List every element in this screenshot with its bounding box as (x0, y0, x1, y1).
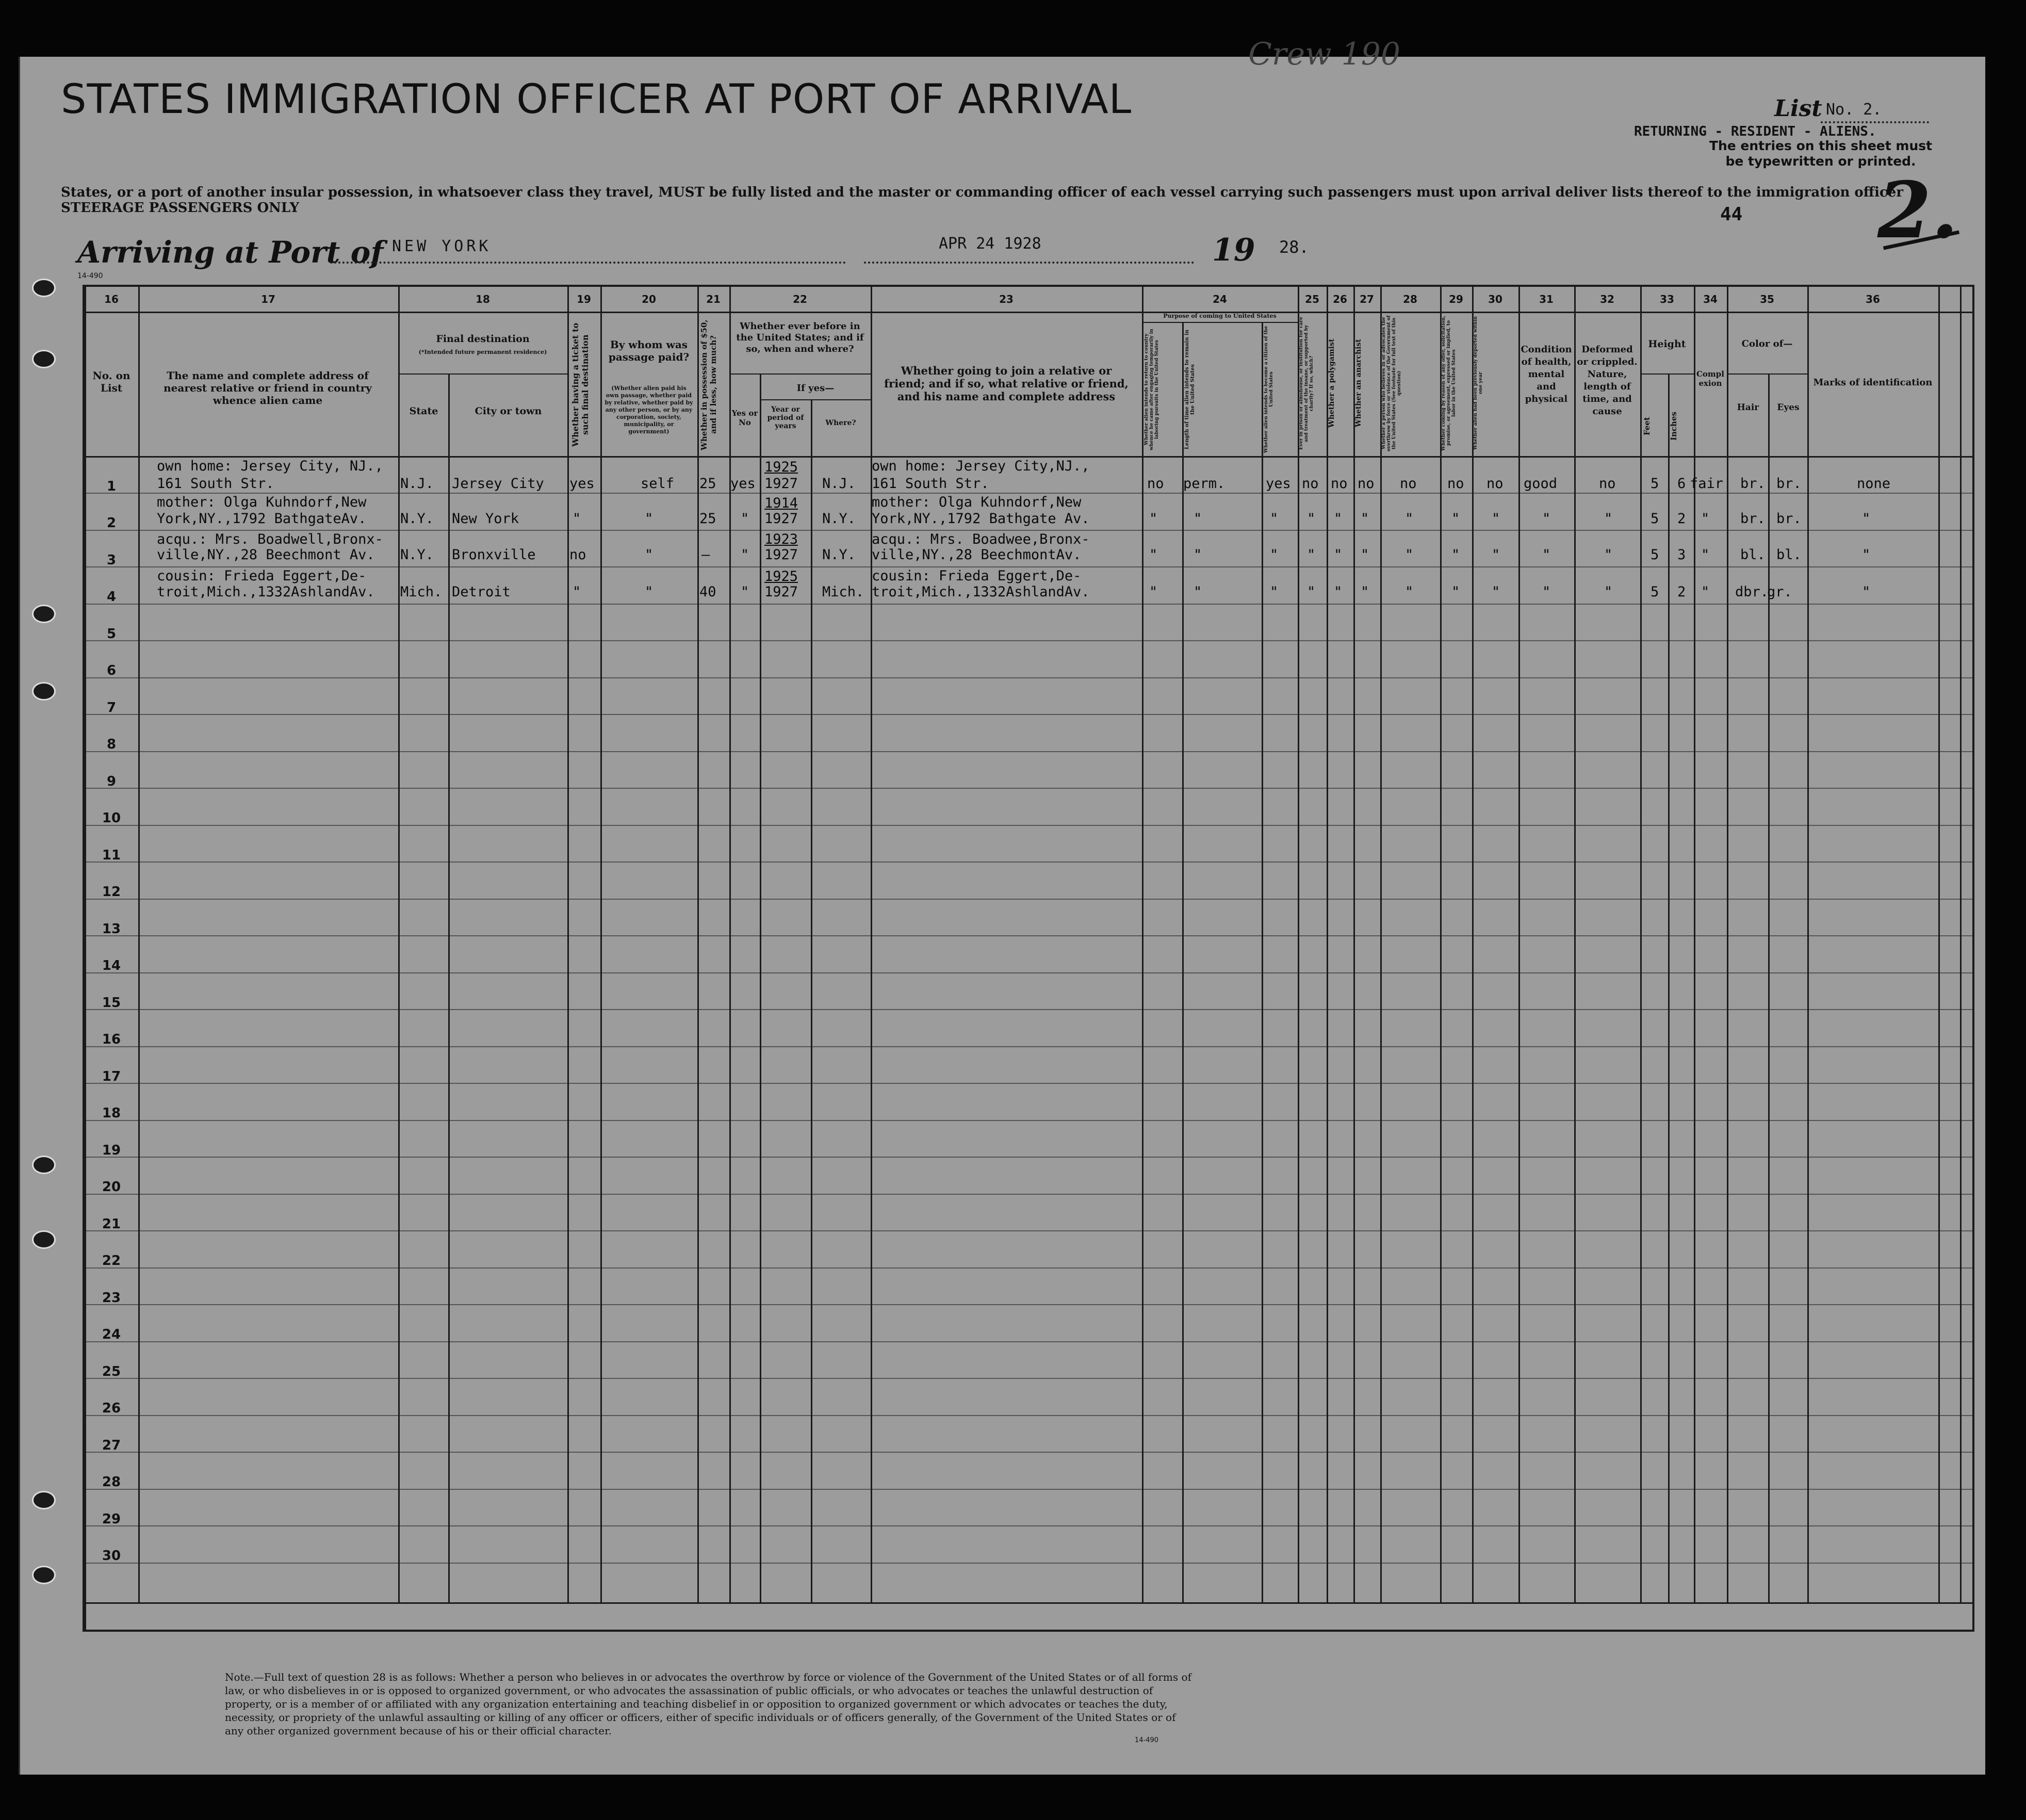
column-number: 27 (1360, 293, 1374, 305)
port-line (330, 262, 846, 264)
prison-value: no (1302, 476, 1319, 492)
deformed-value: no (1599, 476, 1616, 492)
header-passage-paid: By whom was passage paid? (608, 338, 690, 363)
passage-paid-value: " (645, 511, 653, 527)
hair-value: bl. (1740, 547, 1766, 563)
list-underline (1821, 121, 1929, 123)
row-number: 21 (102, 1216, 121, 1232)
ticket-value: yes (569, 476, 595, 492)
height-feet-value: 5 (1651, 476, 1659, 492)
money-value: — (701, 547, 710, 563)
header-length-of-stay: Length of time alien intends to remain in the United States (1184, 329, 1196, 450)
row-number: 14 (102, 958, 121, 973)
prison-value: " (1307, 511, 1316, 527)
ticket-value: " (573, 584, 581, 600)
page-title: STATES IMMIGRATION OFFICER AT PORT OF ARRIVAL (61, 76, 1132, 123)
overthrow-value: no (1400, 476, 1417, 492)
join-relative-value: cousin: Frieda Eggert,De- (872, 568, 1082, 584)
port-value: NEW YORK (392, 237, 492, 255)
header-ever-before: Whether ever before in the United States; and if so, when and where? (736, 321, 864, 354)
complexion-value: fair (1690, 476, 1724, 492)
join-relative-value: ville,NY.,28 BeechmontAv. (872, 547, 1082, 563)
header-yes-no: Yes or No (731, 409, 758, 427)
height-feet-value: 5 (1651, 547, 1659, 563)
binding-hole (32, 1491, 56, 1509)
labor-offer-value: " (1451, 584, 1460, 600)
polygamist-value: " (1334, 511, 1343, 527)
header-complexion: Complexion (1696, 369, 1724, 388)
dest-city: Bronxville (452, 547, 536, 563)
column-number: 32 (1600, 293, 1614, 305)
row-number: 26 (102, 1401, 121, 1416)
year-suffix: 28. (1279, 237, 1309, 257)
row-number: 18 (102, 1106, 121, 1121)
pencil-note: Crew 190 (1248, 36, 1401, 72)
purpose-return-value: " (1149, 584, 1158, 600)
column-number: 33 (1660, 293, 1674, 305)
join-relative-value: mother: Olga Kuhndorf,New (872, 494, 1082, 510)
overthrow-value: " (1405, 584, 1414, 600)
health-value: " (1542, 511, 1551, 527)
header-year: Year or period of years (767, 405, 804, 430)
complexion-value: " (1701, 584, 1710, 600)
row-number: 19 (102, 1143, 121, 1158)
list-class: RETURNING - RESIDENT - ALIENS. (1634, 124, 1876, 139)
ever-before-value: " (741, 584, 749, 600)
purpose-return-value: " (1149, 511, 1158, 527)
row-number: 23 (102, 1290, 121, 1306)
instructions-line: States, or a port of another insular possession, in whatsoever class they travel, MUST be fully listed and the master or commanding officer of each vessel carrying such passengers must upon arrival deliver lists thereof to the immigration officer (61, 185, 1904, 200)
header-polygamist: Whether a polygamist (1328, 338, 1336, 428)
eyes-value: br. (1776, 476, 1802, 492)
column-number: 36 (1866, 293, 1880, 305)
column-number: 21 (706, 293, 721, 305)
header-deformed: Deformed or crippled. Nature, length of time, and cause (1577, 344, 1638, 417)
hair-value: dbr. (1735, 584, 1769, 600)
health-value: " (1542, 547, 1551, 563)
anarchist-value: " (1361, 547, 1369, 563)
footer-form-number: 14-490 (1135, 1736, 1159, 1744)
column-number: 30 (1488, 293, 1502, 305)
polygamist-value: no (1331, 476, 1348, 492)
header-final-destination: Final destination (436, 333, 530, 345)
height-inches-value: 6 (1677, 476, 1686, 492)
binding-hole (32, 1230, 56, 1249)
relative-address: York,NY.,1792 BathgateAv. (157, 511, 367, 527)
row-number: 25 (102, 1364, 121, 1379)
row-number: 24 (102, 1327, 121, 1342)
polygamist-value: " (1334, 584, 1343, 600)
header-purpose: Purpose of coming to United States (1163, 313, 1277, 319)
relative-address: own home: Jersey City, NJ., (157, 458, 383, 474)
citizen-value: " (1270, 584, 1279, 600)
arriving-label: Arriving at Port of (77, 235, 384, 270)
years-value: 1923 (764, 531, 798, 547)
hair-value: br. (1740, 476, 1766, 492)
column-number: 25 (1305, 293, 1319, 305)
column-number: 22 (793, 293, 807, 305)
entries-instruction: The entries on this sheet must be typewritten or printed. (1709, 138, 1933, 169)
passage-paid-value: " (645, 547, 653, 563)
row-number: 1 (106, 479, 117, 494)
years-value: 1925 (764, 568, 798, 584)
year-prefix: 19 (1212, 232, 1255, 268)
row-number: 12 (102, 884, 121, 900)
header-feet: Feet (1642, 417, 1652, 435)
header-nearest-relative: The name and complete address of nearest relative or friend in country whence alien came (164, 369, 372, 407)
overthrow-value: " (1405, 547, 1414, 563)
relative-address: ville,NY.,28 Beechmont Av. (157, 547, 375, 563)
row-number: 10 (102, 810, 121, 826)
header-marks: Marks of identification (1813, 377, 1933, 388)
health-value: good (1524, 476, 1558, 492)
relative-address: troit,Mich.,1332AshlandAv. (157, 584, 375, 600)
row-number: 15 (102, 995, 121, 1011)
binding-hole (32, 682, 56, 701)
binding-hole (32, 1156, 56, 1174)
binding-hole (32, 279, 56, 297)
deformed-value: " (1604, 511, 1613, 527)
row-number: 16 (102, 1032, 121, 1047)
column-number: 19 (577, 293, 591, 305)
complexion-value: " (1701, 547, 1710, 563)
citizen-value: yes (1266, 476, 1291, 492)
row-number: 3 (106, 553, 117, 568)
labor-offer-value: no (1447, 476, 1464, 492)
height-feet-value: 5 (1651, 584, 1659, 600)
header-eyes: Eyes (1777, 402, 1800, 413)
row-number: 5 (106, 626, 117, 642)
header-money: Whether in possession of $50, and if less, how much? (699, 319, 718, 450)
dest-state: N.Y. (400, 547, 434, 563)
date-stamp: APR 24 1928 (939, 235, 1041, 253)
join-relative-value: own home: Jersey City,NJ., (872, 458, 1090, 474)
row-number: 28 (102, 1474, 121, 1490)
money-value: 25 (699, 511, 716, 527)
footnote: Note.—Full text of question 28 is as follows: Whether a person who believes in or advocates the overthrow by force or violence of the Government of the United States or of all forms of law, or who disbelieves in or is opposed to organized government, or who advocates the assassination of public officials, or who advocates or teaches the unlawful destruction of property, or is a member of or affiliated with any organization entertaining and teaching disbelief in or opposition to organized government or which advocates or teaches the duty, necessity, or propriety of the unlawful assaulting or killing of any officer or officers, either of specific individuals or of officers generally, of the Government of the United States or of any other organized government because of his or their official character. (225, 1671, 1191, 1737)
years-value: 1927 (764, 511, 798, 527)
row-number: 27 (102, 1438, 121, 1453)
column-number: 20 (642, 293, 656, 305)
marks-value: " (1862, 511, 1871, 527)
deported-value: no (1486, 476, 1504, 492)
height-inches-value: 3 (1677, 547, 1686, 563)
column-number: 28 (1403, 293, 1417, 305)
deported-value: " (1492, 547, 1500, 563)
list-label: List (1774, 95, 1822, 122)
dest-state: N.J. (400, 476, 434, 492)
relative-address: 161 South Str. (157, 476, 274, 492)
years-value: 1927 (764, 584, 798, 600)
column-number: 17 (261, 293, 275, 305)
sheet-mark: 2. (1877, 165, 1958, 256)
citizen-value: " (1270, 547, 1279, 563)
length-of-stay-value: perm. (1183, 476, 1226, 492)
deported-value: " (1492, 511, 1500, 527)
ever-before-value: " (741, 511, 749, 527)
where-value: N.Y. (822, 547, 856, 563)
row-number: 9 (106, 774, 117, 789)
column-number: 29 (1449, 293, 1463, 305)
binding-hole (32, 605, 56, 623)
header-final-destination-note: (*Intended future permanent residence) (418, 349, 547, 355)
header-prison: Ever in prison or almshouse, or institution for care and treatment of the insane, or supported by charity? If so, which? (1299, 317, 1314, 450)
overthrow-value: " (1405, 511, 1414, 527)
relative-address: mother: Olga Kuhndorf,New (157, 494, 367, 510)
header-no-on-list: No. on List (92, 369, 130, 394)
complexion-value: " (1701, 511, 1710, 527)
deformed-value: " (1604, 584, 1613, 600)
row-number: 30 (102, 1548, 121, 1564)
colnum-divider (85, 312, 1972, 313)
dest-city: New York (452, 511, 519, 527)
join-relative-value: York,NY.,1792 Bathgate Av. (872, 511, 1090, 527)
prison-value: " (1307, 584, 1316, 600)
years-value: 1927 (764, 547, 798, 563)
row-number: 4 (106, 589, 117, 605)
header-state: State (409, 405, 438, 417)
marks-value: " (1862, 547, 1871, 563)
header-health: Condition of health, mental and physical (1521, 344, 1572, 404)
height-feet-value: 5 (1651, 511, 1659, 527)
join-relative-value: acqu.: Mrs. Boadwee,Bronx- (872, 531, 1090, 547)
ever-before-value: " (741, 547, 749, 563)
header-labor-offer: Whether coming by reason of any offer, solicitation, promise, or agreement, expressed or implied, to labor in the United States (1441, 315, 1457, 451)
ticket-value: no (569, 547, 586, 563)
length-of-stay-value: " (1194, 547, 1202, 563)
header-hair: Hair (1737, 402, 1759, 413)
binding-hole (32, 1566, 56, 1584)
row-number: 29 (102, 1512, 121, 1527)
manifest-table (83, 285, 1974, 1632)
header-overthrow: Whether a person who believes in or advocates the overthrow by force or violence of the Government of the United States (See footnote for full text of this question) (1381, 315, 1402, 451)
header-ticket: Whether having a ticket to such final destination (570, 322, 590, 447)
anarchist-value: no (1358, 476, 1375, 492)
header-anarchist: Whether an anarchist (1354, 339, 1363, 428)
polygamist-value: " (1334, 547, 1343, 563)
page-number: 44 (1720, 204, 1743, 225)
dest-city: Jersey City (452, 476, 544, 492)
money-value: 25 (699, 476, 716, 492)
where-value: Mich. (822, 584, 864, 600)
dest-city: Detroit (452, 584, 511, 600)
height-inches-value: 2 (1677, 511, 1686, 527)
anarchist-value: " (1361, 584, 1369, 600)
citizen-value: " (1270, 511, 1279, 527)
relative-address: cousin: Frieda Eggert,De- (157, 568, 367, 584)
labor-offer-value: " (1451, 511, 1460, 527)
health-value: " (1542, 584, 1551, 600)
labor-offer-value: " (1451, 547, 1460, 563)
length-of-stay-value: " (1194, 511, 1202, 527)
column-number: 18 (476, 293, 490, 305)
anarchist-value: " (1361, 511, 1369, 527)
marks-value: " (1862, 584, 1871, 600)
column-number: 31 (1539, 293, 1554, 305)
where-value: N.Y. (822, 511, 856, 527)
header-where: Where? (825, 419, 856, 427)
where-value: N.J. (822, 476, 856, 492)
date-line (864, 262, 1194, 264)
row-number: 13 (102, 921, 121, 937)
ticket-value: " (573, 511, 581, 527)
header-deported: Whether alien had been previously deported within one year (1473, 316, 1483, 450)
list-number: No. 2. (1826, 101, 1882, 119)
years-value: 1927 (764, 476, 798, 492)
hair-value: br. (1740, 511, 1766, 527)
header-join-relative: Whether going to join a relative or friend; and if so, what relative or friend, and his name and complete address (884, 364, 1129, 403)
passage-paid-value: self (641, 476, 675, 492)
header-if-yes: If yes— (796, 383, 835, 394)
deformed-value: " (1604, 547, 1613, 563)
years-value: 1914 (764, 495, 798, 511)
row-number: 22 (102, 1253, 121, 1269)
header-citizen: Whether alien intends to become a citizen of the United States (1264, 326, 1274, 453)
row-number: 11 (102, 848, 121, 863)
header-height: Height (1648, 338, 1686, 350)
row-number: 17 (102, 1069, 121, 1084)
row-number: 20 (102, 1179, 121, 1195)
height-inches-value: 2 (1677, 584, 1686, 600)
row-number: 8 (106, 737, 117, 752)
prison-value: " (1307, 547, 1316, 563)
binding-hole (32, 350, 56, 368)
deported-value: " (1492, 584, 1500, 600)
header-color-of: Color of— (1741, 338, 1793, 349)
dest-state: Mich. (400, 584, 443, 600)
row-number: 7 (106, 700, 117, 716)
column-number: 26 (1333, 293, 1347, 305)
table-end-line (85, 1602, 1972, 1604)
years-value: 1925 (764, 459, 798, 475)
length-of-stay-value: " (1194, 584, 1202, 600)
marks-value: none (1857, 476, 1891, 492)
join-relative-value: troit,Mich.,1332AshlandAv. (872, 584, 1090, 600)
eyes-value: gr. (1767, 584, 1792, 600)
join-relative-value: 161 South Str. (872, 476, 989, 492)
purpose-return-value: " (1149, 547, 1158, 563)
header-divider (85, 456, 1972, 458)
column-number: 24 (1213, 293, 1227, 305)
eyes-value: bl. (1776, 547, 1802, 563)
column-number: 34 (1703, 293, 1718, 305)
ever-before-value: yes (730, 476, 756, 492)
purpose-return-value: no (1147, 476, 1164, 492)
column-number: 35 (1760, 293, 1774, 305)
row-number: 2 (106, 515, 117, 531)
header-inches: Inches (1669, 412, 1678, 441)
header-purpose-return: Whether alien intends to return to country whence he came after engaging temporarily in laboring pursuits in the United States (1144, 329, 1159, 450)
column-number: 16 (104, 293, 119, 305)
eyes-value: br. (1776, 511, 1802, 527)
relative-address: acqu.: Mrs. Boadwell,Bronx- (157, 531, 383, 547)
column-number: 23 (999, 293, 1014, 305)
dest-state: N.Y. (400, 511, 434, 527)
header-city: City or town (475, 405, 542, 417)
money-value: 40 (699, 584, 716, 600)
passage-paid-value: " (645, 584, 653, 600)
header-passage-note: (Whether alien paid his own passage, whether paid by relative, whether paid by any other person, or by any corporation, society, municipality, or government) (604, 385, 693, 435)
form-number: 14-490 (77, 272, 103, 280)
row-number: 6 (106, 663, 117, 678)
steerage-label: STEERAGE PASSENGERS ONLY (61, 200, 300, 216)
